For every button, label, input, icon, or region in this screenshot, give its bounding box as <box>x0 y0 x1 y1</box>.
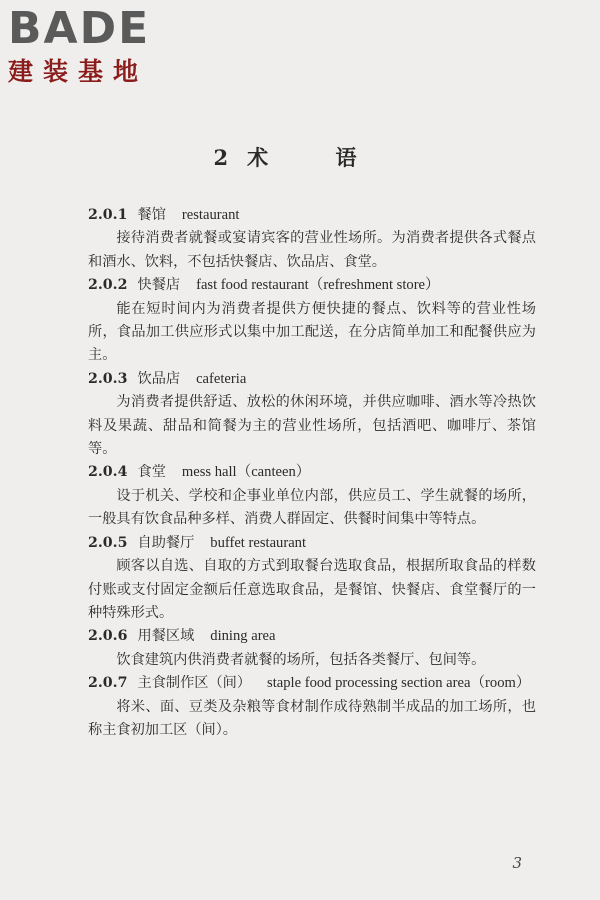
chapter-title-text: 术 语 <box>247 145 387 170</box>
term-heading <box>88 274 536 297</box>
term-number: 2.0.1 <box>88 207 128 223</box>
term-entry <box>88 204 536 274</box>
term-definition: 接待消费者就餐或宴请宾客的营业性场所。为消费者提供各式餐点和酒水、饮料，不包括快餐店、饮品店、食堂。 <box>88 230 536 270</box>
term-english-name: restaurant <box>181 207 240 223</box>
term-english-name: mess hall（canteen） <box>181 464 311 481</box>
term-english-name: cafeteria <box>196 370 247 387</box>
chapter-title <box>0 142 600 172</box>
term-entry <box>88 274 536 368</box>
term-english-name: fast food restaurant（refreshment store） <box>196 277 440 294</box>
term-definition: 将米、面、豆类及杂粮等食材制作成待熟制半成品的加工场所，也称主食初加工区（间）。 <box>88 698 536 738</box>
term-heading <box>88 204 536 227</box>
term-heading <box>88 368 536 391</box>
term-number: 2.0.4 <box>88 464 128 481</box>
term-number: 2.0.7 <box>88 675 128 692</box>
watermark-latin-text: BADE <box>8 3 151 54</box>
term-number: 2.0.3 <box>88 370 128 387</box>
term-number: 2.0.6 <box>88 628 128 645</box>
terms-list <box>88 204 536 742</box>
term-english-name: dining area <box>210 628 276 645</box>
watermark-chinese-text: 建装基地 <box>8 57 149 86</box>
term-definition: 为消费者提供舒适、放松的休闲环境，并供应咖啡、酒水等冷热饮料及果蔬、甜品和简餐为主的营业性场所，包括酒吧、咖啡厅、茶馆等。 <box>88 394 536 458</box>
chapter-number: 2 <box>213 145 230 170</box>
term-entry <box>88 625 536 672</box>
term-definition: 设于机关、学校和企事业单位内部，供应员工、学生就餐的场所，一般具有饮食品种多样、消费人群固定、供餐时间集中等特点。 <box>88 487 536 528</box>
term-chinese-name: 主食制作区（间） <box>137 675 252 692</box>
term-english-name: staple food processing section area（room） <box>267 675 531 692</box>
term-entry <box>88 368 536 462</box>
term-number: 2.0.5 <box>88 534 128 551</box>
term-heading <box>88 672 536 695</box>
term-entry <box>88 461 536 531</box>
term-chinese-name: 用餐区域 <box>137 628 195 645</box>
term-entry <box>88 532 536 626</box>
term-heading <box>88 532 536 555</box>
term-definition: 能在短时间内为消费者提供方便快捷的餐点、饮料等的营业性场所，食品加工供应形式以集中加工配送，在分店简单加工和配餐供应为主。 <box>88 300 536 364</box>
term-heading <box>88 625 536 648</box>
term-definition: 饮食建筑内供消费者就餐的场所，包括各类餐厅、包间等。 <box>116 651 486 668</box>
term-entry <box>88 672 536 742</box>
page-number: 3 <box>512 854 522 872</box>
term-chinese-name: 自助餐厅 <box>137 534 195 551</box>
term-chinese-name: 饮品店 <box>137 370 181 387</box>
term-definition: 顾客以自选、自取的方式到取餐台选取食品，根据所取食品的样数付账或支付固定金额后任意选取食品，是餐馆、快餐店、食堂餐厅的一种特殊形式。 <box>88 558 536 621</box>
term-chinese-name: 快餐店 <box>137 277 181 294</box>
term-number: 2.0.2 <box>88 277 128 294</box>
bade-watermark-logo <box>8 4 178 88</box>
term-english-name: buffet restaurant <box>210 534 307 551</box>
term-chinese-name: 食堂 <box>137 464 166 481</box>
term-chinese-name: 餐馆 <box>137 207 166 223</box>
term-heading <box>88 461 536 484</box>
